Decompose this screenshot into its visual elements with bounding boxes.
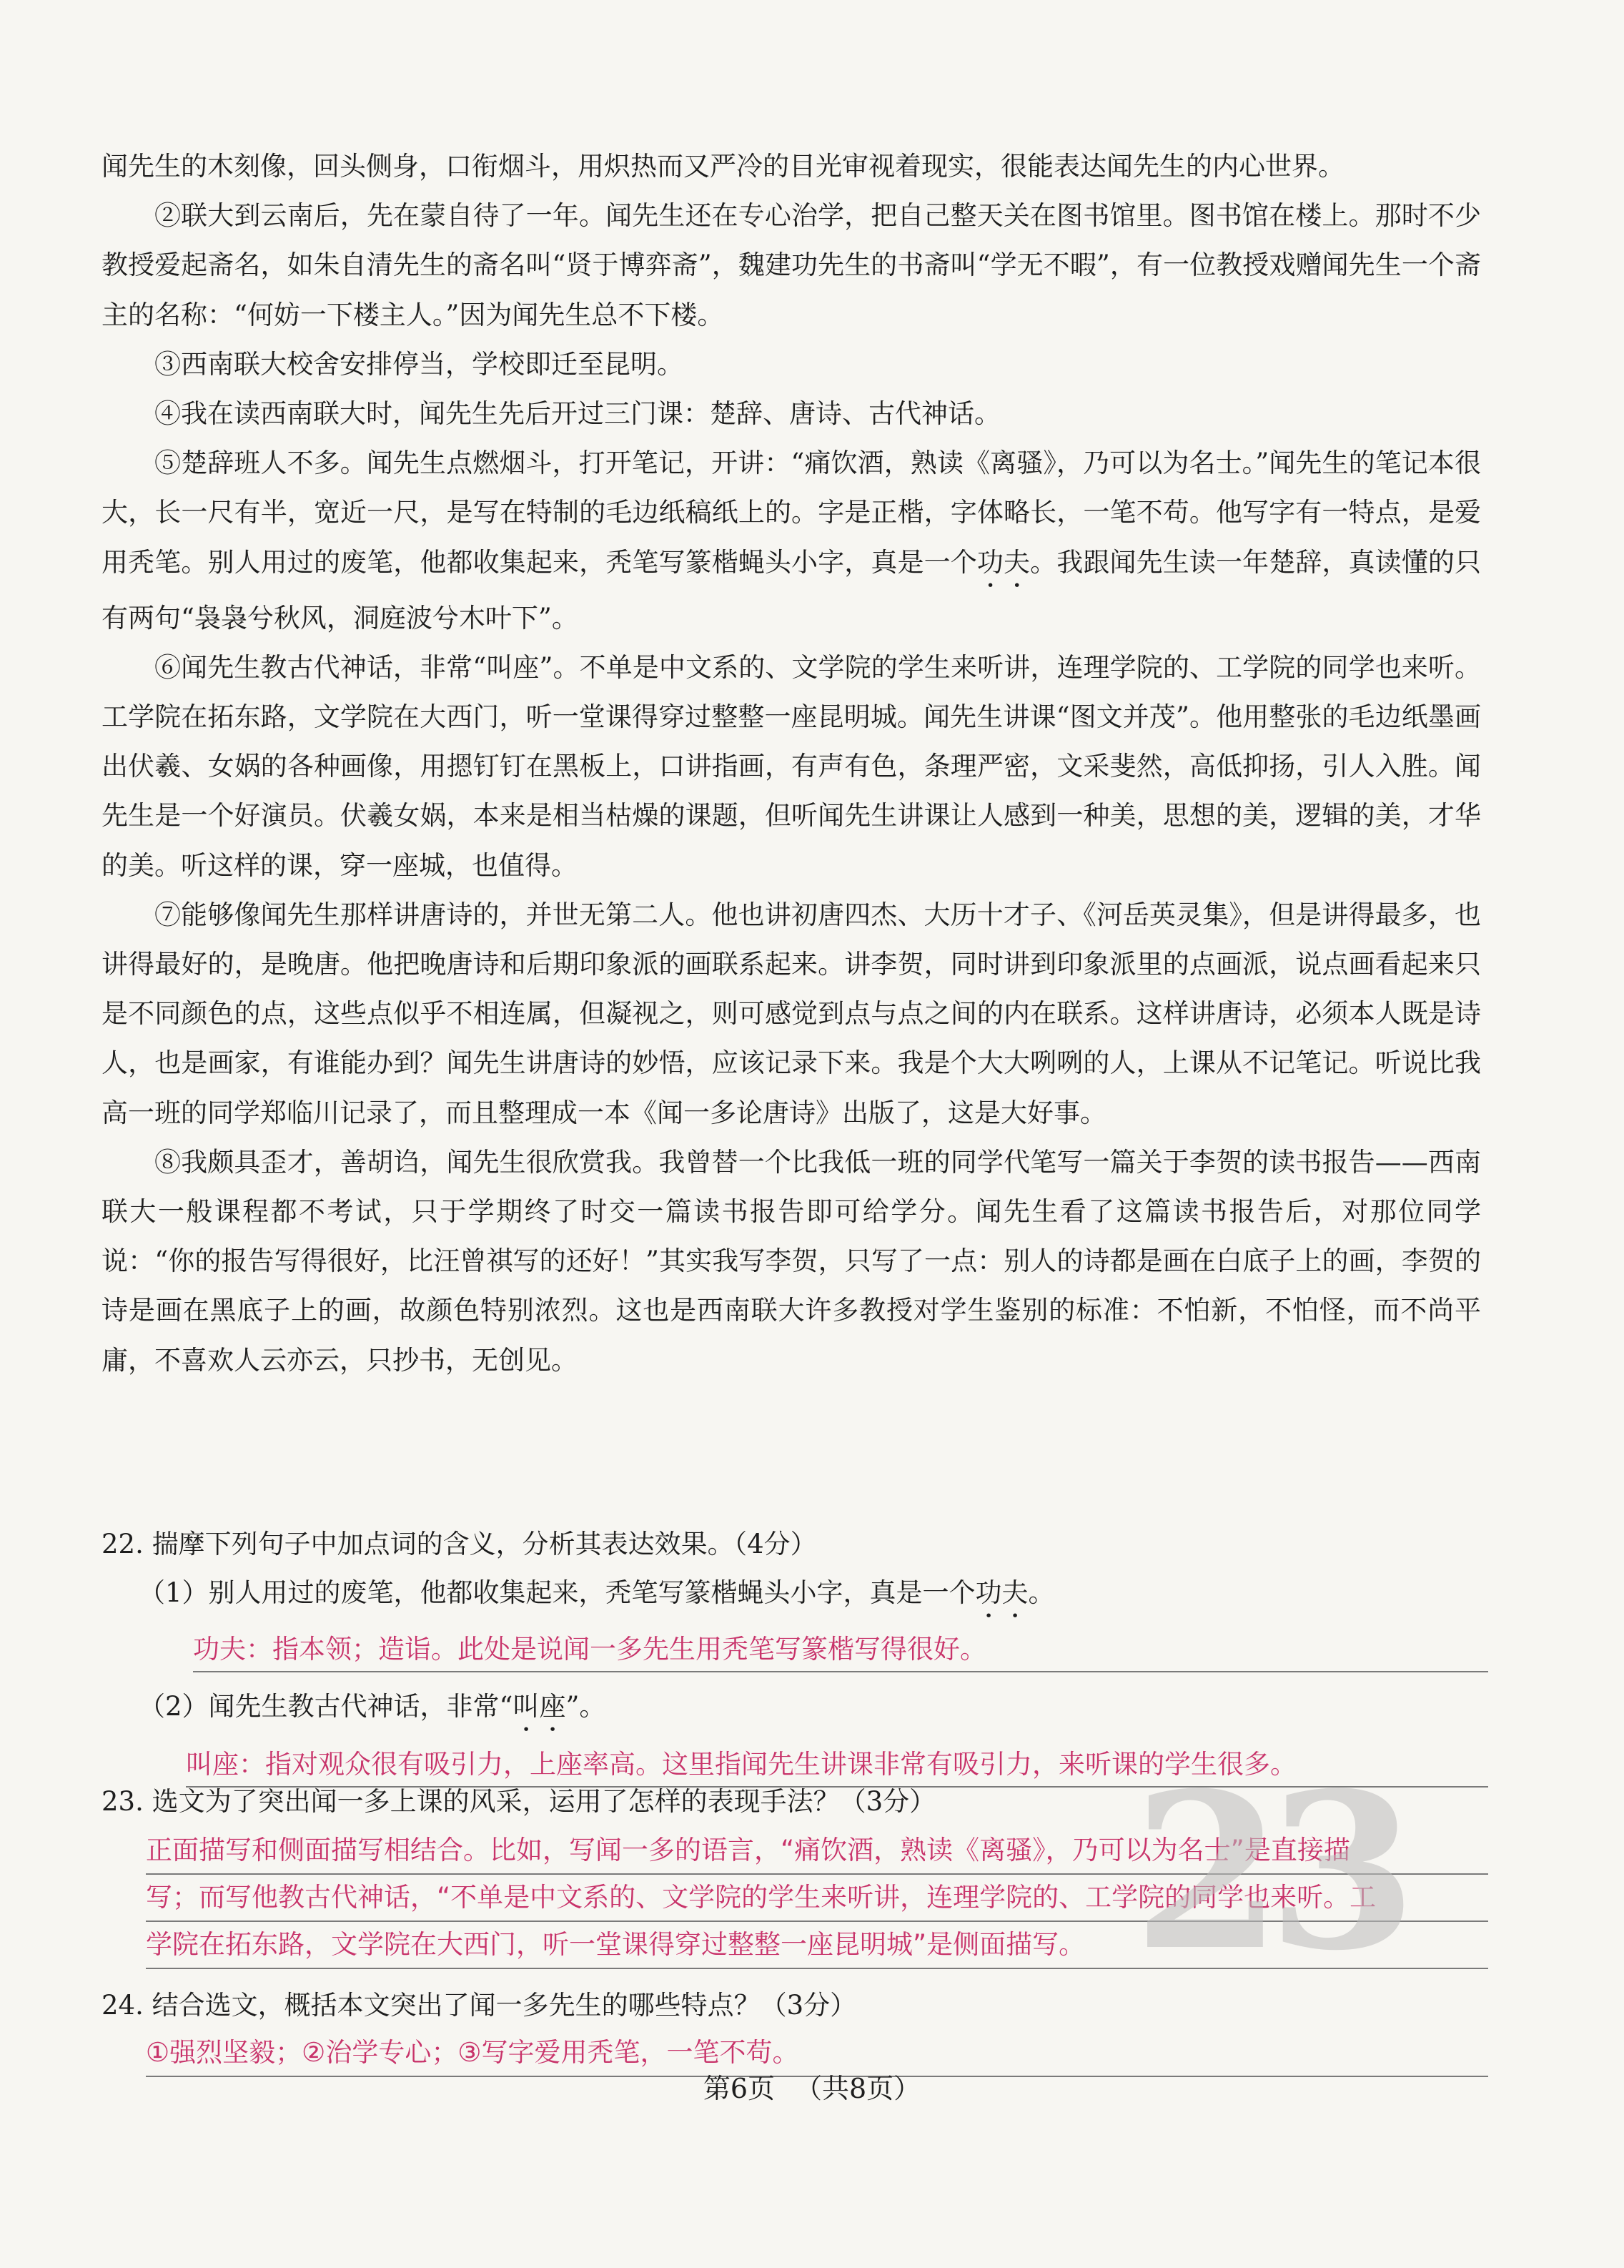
answer-22-2: 叫座：指对观众很有吸引力，上座率高。这里指闻先生讲课非常有吸引力，来听课的学生很多。 <box>186 1743 1488 1788</box>
answer-23-line-1: 正面描写和侧面描写相结合。比如，写闻一多的语言，“痛饮酒，熟读《离骚》，乃可以为名士”是直接描 <box>146 1828 1488 1875</box>
reading-passage <box>102 142 1481 1385</box>
answer-23-line-3: 学院在拓东路，文学院在大西门，听一堂课得穿过整整一座昆明城”是侧面描写。 <box>146 1922 1488 1969</box>
question-23-text: 23. 选文为了突出闻一多上课的风采，运用了怎样的表现手法？（3分） <box>102 1786 936 1817</box>
question-22-text: 22. 揣摩下列句子中加点词的含义，分析其表达效果。（4分） <box>102 1529 817 1559</box>
paragraph-4: ④我在读西南联大时，闻先生先后开过三门课：楚辞、唐诗、古代神话。 <box>154 398 1001 430</box>
paragraph-7: ⑦能够像闻先生那样讲唐诗的，并世无第二人。他也讲初唐四杰、大历十才子、《河岳英灵集》，但是讲得最多，也讲得最好的，是晚唐。他把晚唐诗和后期印象派的画联系起来。讲李贺，同时讲到印象派里的点画派，说点画看起来只是不同颜色的点，这些点似乎不相连属，但凝视之，则可感觉到点与点之间的内在联系。这样讲唐诗，必须本人既是诗人，也是画家，有谁能办到？闻先生讲唐诗的妙悟，应该记录下来。我是个大大咧咧的人，上课从不记笔记。听说比我高一班的同学郑临川记录了，而且整理成一本《闻一多论唐诗》出版了，这是大好事。 <box>102 899 1481 1128</box>
paragraph-2: ②联大到云南后，先在蒙自待了一年。闻先生还在专心治学，把自己整天关在图书馆里。图书馆在楼上。那时不少教授爱起斋名，如朱自清先生的斋名叫“贤于博弈斋”，魏建功先生的书斋叫“学无不暇”，有一位教授戏赠闻先生一个斋主的名称：“何妨一下楼主人。”因为闻先生总不下楼。 <box>102 200 1481 330</box>
question-24 <box>102 1984 1502 2077</box>
sub-1-dotted-word: 功夫 <box>975 1577 1029 1608</box>
sub-1-text-a: （1）别人用过的废笔，他都收集起来，秃笔写篆楷蝇头小字，真是一个 <box>139 1577 976 1608</box>
page-footer <box>0 2066 1624 2106</box>
question-24-text: 24. 结合选文，概括本文突出了闻一多先生的哪些特点？（3分） <box>102 1990 857 2021</box>
paragraph-5-text-a: ⑤楚辞班人不多。闻先生点燃烟斗，打开笔记，开讲：“痛饮酒，熟读《离骚》，乃可以为名士。”闻先生的笔记本很大，长一尺有半，宽近一尺，是写在特制的毛边纸稿纸上的。字是正楷，字体略长，一笔不苟。他写字有一特点，是爱用秃笔。别人用过的废笔，他都收集起来，秃笔写篆楷蝇头小字，真是一个 <box>102 448 1481 578</box>
question-22-sub-1 <box>139 1572 1502 1624</box>
paragraph-continued: 闻先生的木刻像，回头侧身，口衔烟斗，用炽热而又严冷的目光审视着现实，很能表达闻先生的内心世界。 <box>102 151 1345 182</box>
dotted-word-gongfu: 功夫 <box>976 546 1031 578</box>
paragraph-5 <box>102 438 1481 643</box>
answer-24: ①强烈坚毅；②治学专心；③写字爱用秃笔，一笔不苟。 <box>146 2030 1488 2077</box>
sub-2-text-a: （2）闻先生教古代神话，非常“ <box>139 1691 513 1722</box>
question-22-sub-2 <box>139 1685 1502 1737</box>
paragraph-5-text-b: 。我跟闻先生读一年楚辞，真读懂的只有两句“袅袅兮秋风，洞庭波兮木叶下”。 <box>102 546 1482 633</box>
sub-2-text-b: ”。 <box>565 1691 606 1722</box>
sub-2-dotted-word: 叫座 <box>513 1691 566 1722</box>
watermark-number: 23 <box>1133 1745 1403 1998</box>
page-number: 第6页 <box>703 2073 775 2104</box>
answer-23-line-2: 写；而写他教古代神话，“不单是中文系的、文学院的学生来听讲，连理学院的、工学院的同学也来听。工 <box>146 1875 1488 1922</box>
paragraph-8: ⑧我颇具歪才，善胡诌，闻先生很欣赏我。我曾替一个比我低一班的同学代笔写一篇关于李贺的读书报告——西南联大一般课程都不考试，只于学期终了时交一篇读书报告即可给学分。闻先生看了这篇读书报告后，对那位同学说：“你的报告写得很好，比汪曾祺写的还好！”其实我写李贺，只写了一点：别人的诗都是画在白底子上的画，李贺的诗是画在黑底子上的画，故颜色特别浓烈。这也是西南联大许多教授对学生鉴别的标准：不怕新，不怕怪，而不尚平庸，不喜欢人云亦云，只抄书，无创见。 <box>102 1146 1481 1376</box>
sub-1-text-b: 。 <box>1028 1577 1055 1608</box>
paragraph-6: ⑥闻先生教古代神话，非常“叫座”。不单是中文系的、文学院的学生来听讲，连理学院的、工学院的同学也来听。工学院在拓东路，文学院在大西门，听一堂课得穿过整整一座昆明城。闻先生讲课“图文并茂”。他用整张的毛边纸墨画出伏羲、女娲的各种画像，用摁钉钉在黑板上，口讲指画，有声有色，条理严密，文采斐然，高低抑扬，引人入胜。闻先生是一个好演员。伏羲女娲，本来是相当枯燥的课题，但听闻先生讲课让人感到一种美，思想的美，逻辑的美，才华的美。听这样的课，穿一座城，也值得。 <box>102 651 1481 881</box>
answer-22-1: 功夫：指本领；造诣。此处是说闻一多先生用秃笔写篆楷写得很好。 <box>193 1628 1488 1672</box>
paragraph-3: ③西南联大校舍安排停当，学校即迁至昆明。 <box>154 348 683 380</box>
page-total: （共8页） <box>795 2073 921 2104</box>
